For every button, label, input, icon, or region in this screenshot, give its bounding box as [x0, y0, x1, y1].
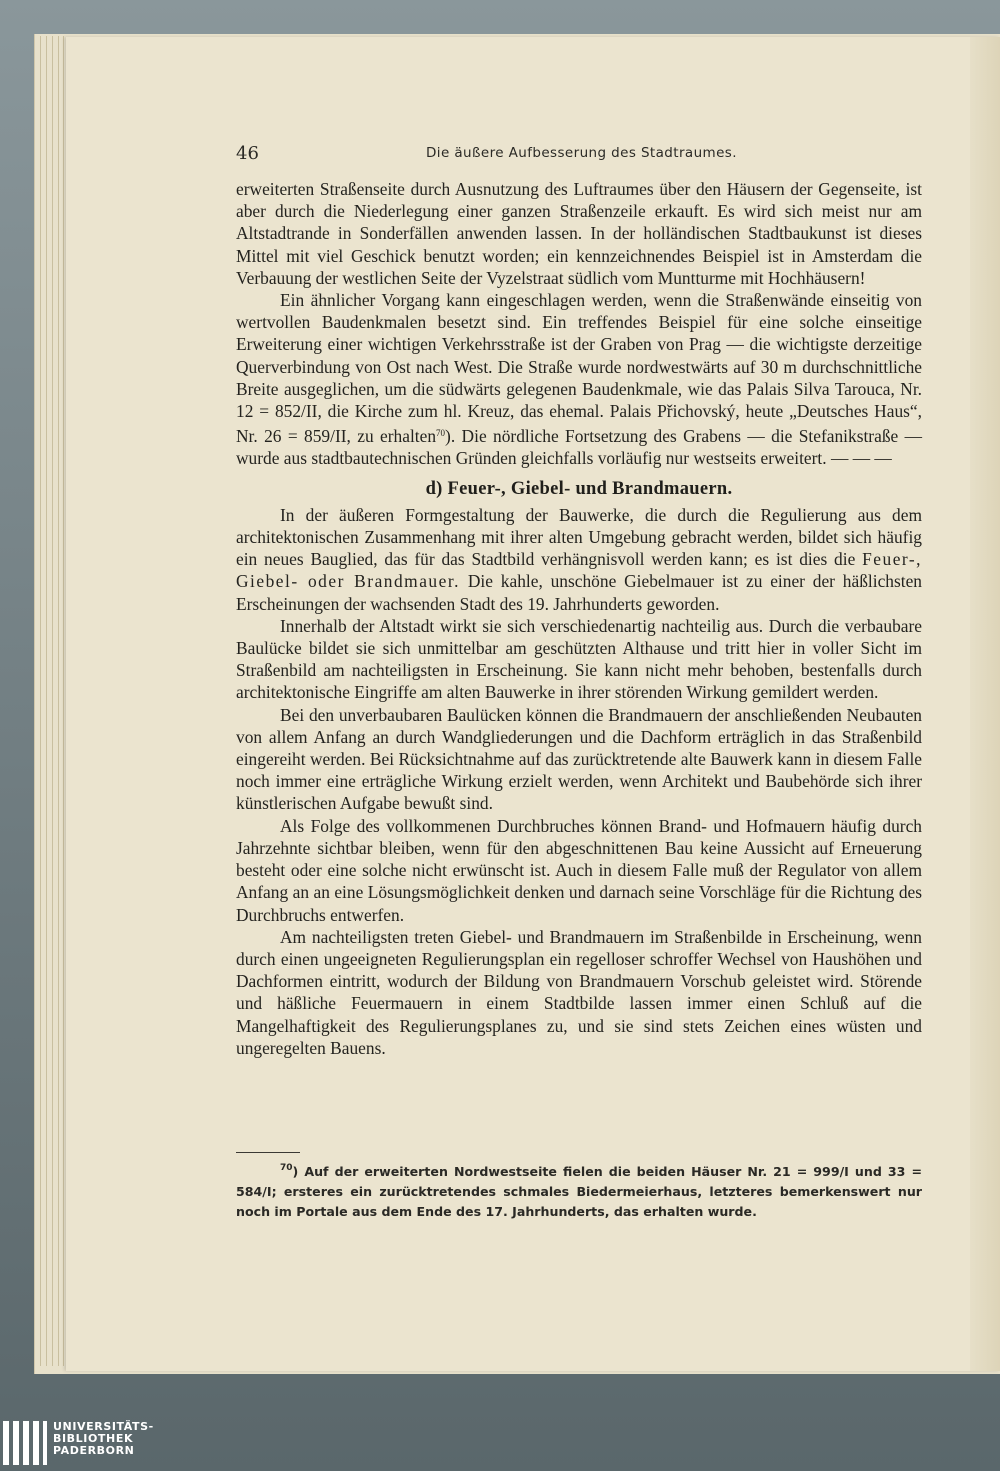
- paragraph: Innerhalb der Altstadt wirkt sie sich verschiedenartig nachteilig aus. Durch die verbaubare Baulücke bildet sie sich unmittelbar am geschützten Althause und tritt hier in voller Sicht im Straßenbild am nachteiligsten in Erscheinung. Sie kann nicht mehr behoben, bestenfalls durch architektonische Eingriffe am alten Bauwerke in ihrer störenden Wirkung gemildert werden.: [236, 615, 922, 703]
- paragraph: [236, 504, 922, 615]
- footnote-divider: [236, 1152, 300, 1153]
- running-head: Die äußere Aufbesserung des Stadtraumes.: [426, 145, 737, 161]
- paragraph: Als Folge des vollkommenen Durchbruches können Brand- und Hofmauern häufig durch Jahrzehnte sichtbar bleiben, wenn für den abgeschnittenen Bau keine Aussicht auf Erneuerung besteht oder eine solche nicht erwünscht ist. Auch in diesem Falle muß der Regulator von allem Anfang an an eine Lösungsmöglichkeit denken und darnach seine Vorschläge für die Richtung des Durchbruchs entwerfen.: [236, 815, 922, 925]
- section-heading: d) Feuer-, Giebel- und Brandmauern.: [425, 478, 733, 499]
- paragraph: Am nachteiligsten treten Giebel- und Brandmauern im Straßenbilde in Erscheinung, wenn durch einen ungeeigneten Regulierungsplan ein regelloser schroffer Wechsel von Haushöhen und Dachformen eintritt, wodurch der Bildung von Brandmauern Vorschub geleistet wird. Störende und häßliche Feuermauern in einem Stadtbilde lassen immer einen Schluß auf die Mangelhaftigkeit des Regulierungsplanes zu, und sie sind stets Zeichen eines wüsten und ungeregelten Bauens.: [236, 926, 922, 1058]
- paragraph-text: In der äußeren Formgestaltung der Bauwerke, die durch die Regulierung aus dem architektonischen Zusammenhang mit ihrer alten Umgebung gebracht werden, bildet sich häufig ein neues Bauglied, das für das Stadtbild verhängnisvoll werden kann; es ist dies die: [236, 504, 922, 570]
- page-gutter: [970, 37, 1000, 1371]
- paragraph-text: Ein ähnlicher Vorgang kann eingeschlagen werden, wenn die Straßenwände einseitig von wertvollen Baudenkmalen besetzt sind. Ein treffendes Beispiel für eine solche einseitige Erweiterung einer wichtigen Verkehrsstraße ist der Graben von Prag — die wichtigste derzeitige Querverbindung von Ost nach West. Die Straße wurde nordwestwärts auf 30 m durchschnittliche Breite ausgeglichen, um die südwärts gelegenen Baudenkmale, wie das Palais Silva Tarouca, Nr. 12 = 852/II, die Kirche zum hl. Kreuz, das ehemal. Palais Přichovský, heute „Deutsches Haus“, Nr. 26 = 859/II, zu erhalten: [236, 290, 922, 447]
- library-logo-text: [53, 1421, 154, 1457]
- paragraph: [236, 289, 922, 470]
- paragraph: Bei den unverbaubaren Baulücken können die Brandmauern der anschließenden Neubauten von allem Anfang an durch Wandgliederungen und die Dachform erträglich in das Straßenbild eingereiht werden. Bei Rücksichtnahme auf das zurücktretende alte Bauwerk kann in diesem Falle noch immer eine erträgliche Wirkung erzielt werden, wenn Architekt und Baubehörde sich ihrer künstlerischen Aufgabe bewußt sind.: [236, 704, 922, 814]
- logo-line: PADERBORN: [53, 1444, 135, 1457]
- body-text: [236, 178, 922, 1059]
- paragraph-text: Die kahle, unschöne Giebelmauer ist zu einer der häßlichsten Erscheinungen der wachsenden Stadt des 19. Jahrhunderts geworden.: [236, 571, 922, 614]
- paragraph-text: Die nördliche Fortsetzung des Grabens — die Stefanikstraße — wurde aus stadtbautechnischen Gründen gleichfalls vorläufig nur westseits erweitert. — — —: [236, 426, 922, 469]
- logo-line: UNIVERSITÄTS-: [53, 1420, 154, 1433]
- footnote: [236, 1158, 922, 1222]
- paragraph: erweiterten Straßenseite durch Ausnutzung des Luftraumes über den Häusern der Gegenseite, ist aber durch die Niederlegung einer ganzen Straßenzeile erkauft. Es wird sich meist nur am Altstadtrande in Sonderfällen anwenden lassen. In der holländischen Stadtbaukunst ist dieses Mittel mit viel Geschick benutzt worden; ein kennzeichnendes Beispiel ist in Amsterdam die Verbauung der westlichen Seite der Vyzelstraat südlich vom Muntturme mit Hochhäusern!: [236, 179, 922, 288]
- page-edge-line: [46, 36, 47, 1366]
- library-logo: [0, 1418, 200, 1470]
- page-edge-line: [63, 36, 64, 1366]
- page-edge-line: [52, 36, 53, 1366]
- page-header: [236, 143, 922, 169]
- page-edge-line: [58, 36, 59, 1366]
- footnote-marker-close: ): [292, 1164, 299, 1179]
- library-logo-icon: [0, 1418, 50, 1470]
- footnote-reference: 70: [436, 428, 446, 439]
- footnote-marker: 70: [280, 1163, 293, 1173]
- page-edge-line: [40, 36, 41, 1366]
- footnote-text: Auf der erweiterten Nordwestseite fielen die beiden Häuser Nr. 21 = 999/I und 33 = 584/I; ersteres ein zurücktretendes schmales Biedermeierhaus, letzteres bemerkenswert nur noch im Portale aus dem Ende des 17. Jahrhunderts, das erhalten wurde.: [236, 1164, 923, 1219]
- logo-line: BIBLIOTHEK: [53, 1432, 134, 1445]
- page-number: 46: [236, 143, 259, 164]
- footnote-reference-close: ).: [445, 426, 456, 447]
- emphasized-term: Feuer-, Giebel- oder Brandmauer.: [236, 549, 922, 592]
- footnotes: [236, 1158, 922, 1222]
